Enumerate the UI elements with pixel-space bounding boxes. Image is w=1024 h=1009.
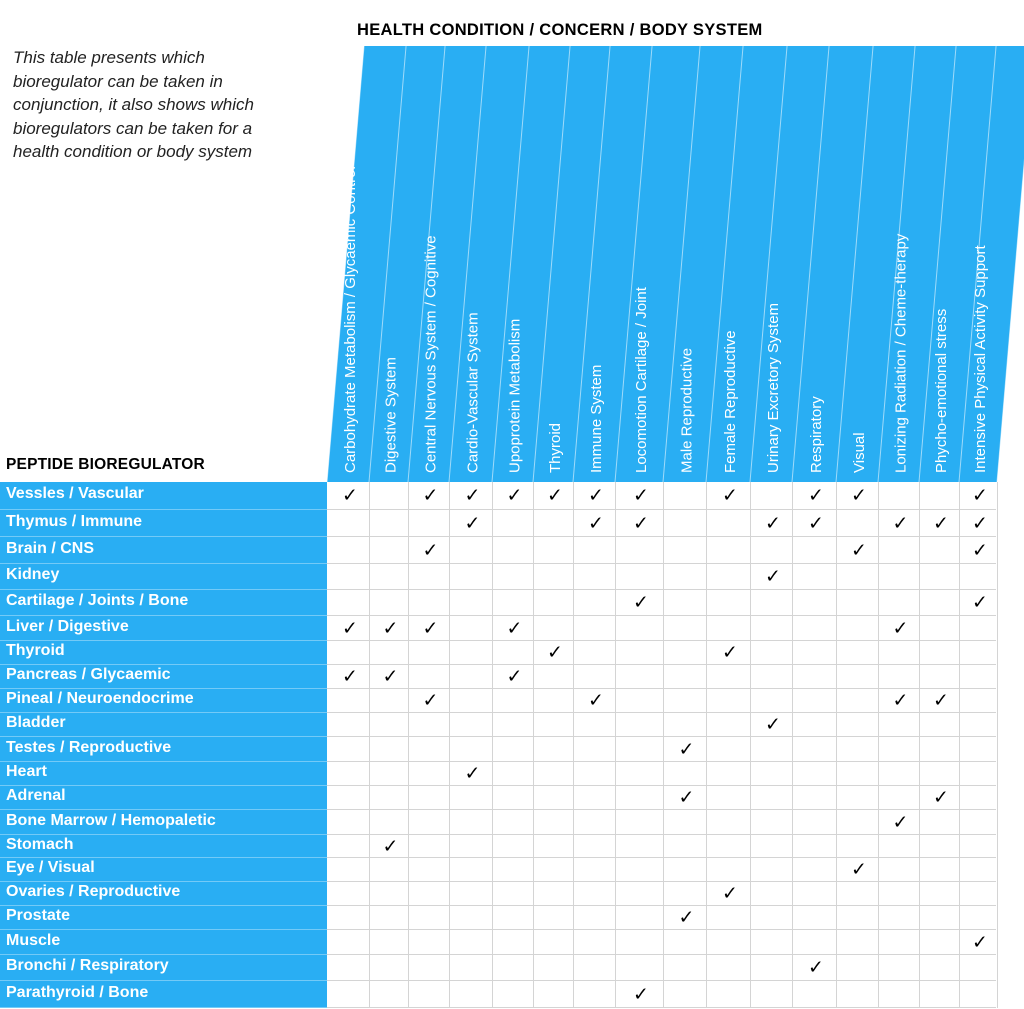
grid-line-horizontal: [327, 664, 996, 665]
check-mark-icon: ✓: [972, 512, 988, 534]
check-mark-icon: ✓: [972, 484, 988, 507]
column-header-intensive-physical-activity-support: Intensive Physical Activity Support: [972, 245, 989, 473]
row-label-liver-digestive: Liver / Digestive: [0, 616, 327, 641]
check-mark-icon: ✓: [588, 512, 604, 534]
check-mark-icon: ✓: [422, 484, 439, 507]
column-header-respiratory: Respiratory: [808, 396, 825, 473]
row-label-bone-marrow-hemopaletic: Bone Marrow / Hemopaletic: [0, 810, 327, 835]
row-label-bladder: Bladder: [0, 713, 327, 737]
grid-line-horizontal: [327, 1007, 996, 1008]
check-mark-icon: ✓: [722, 484, 738, 507]
row-label-ovaries-reproductive: Ovaries / Reproductive: [0, 882, 327, 906]
check-mark-icon: ✓: [506, 617, 523, 639]
grid-line-horizontal: [327, 736, 996, 737]
check-mark-icon: ✓: [972, 931, 988, 953]
check-mark-icon: ✓: [422, 689, 439, 712]
column-header-female-reproductive: Female Reproductive: [722, 330, 739, 473]
row-label-brain-cns: Brain / CNS: [0, 537, 327, 564]
check-mark-icon: ✓: [722, 882, 738, 905]
check-mark-icon: ✓: [506, 665, 523, 688]
grid-line-vertical: [997, 482, 998, 1008]
grid-line-horizontal: [327, 761, 996, 762]
grid-line-horizontal: [327, 980, 996, 981]
check-mark-icon: ✓: [382, 665, 399, 688]
check-mark-icon: ✓: [933, 786, 949, 809]
check-mark-icon: ✓: [547, 484, 563, 507]
check-mark-icon: ✓: [464, 762, 481, 785]
row-label-kidney: Kidney: [0, 564, 327, 590]
column-header-upoprotein-metabolism: Upoprotein Metabolism: [506, 318, 524, 473]
check-mark-icon: ✓: [678, 738, 695, 760]
row-label-heart: Heart: [0, 762, 327, 786]
column-header-locomotion-cartilage-joint: Locomotion Cartilage / Joint: [633, 287, 650, 473]
grid-line-horizontal: [327, 615, 996, 616]
check-mark-icon: ✓: [808, 512, 824, 534]
check-mark-icon: ✓: [765, 565, 781, 588]
check-mark-icon: ✓: [342, 665, 358, 688]
check-mark-icon: ✓: [588, 689, 604, 712]
check-mark-icon: ✓: [422, 617, 439, 639]
grid-line-horizontal: [327, 589, 996, 590]
grid-line-horizontal: [327, 857, 996, 858]
check-mark-icon: ✓: [892, 617, 909, 639]
check-mark-icon: ✓: [933, 689, 949, 712]
check-mark-icon: ✓: [933, 512, 949, 534]
check-mark-icon: ✓: [892, 811, 909, 833]
row-label-cartilage-joints-bone: Cartilage / Joints / Bone: [0, 590, 327, 616]
column-header-central-nervous-system-cognitive: Central Nervous System / Cognitive: [422, 235, 440, 473]
row-label-column: [0, 482, 327, 1008]
check-mark-icon: ✓: [342, 617, 358, 639]
grid-line-horizontal: [327, 929, 996, 930]
check-mark-icon: ✓: [678, 906, 695, 929]
column-header-male-reproductive: Male Reproductive: [678, 347, 696, 473]
check-mark-icon: ✓: [851, 858, 867, 881]
row-label-parathyroid-bone: Parathyroid / Bone: [0, 981, 327, 1008]
check-mark-icon: ✓: [422, 539, 439, 561]
check-mark-icon: ✓: [765, 713, 781, 736]
grid-line-horizontal: [327, 834, 996, 835]
check-mark-icon: ✓: [808, 956, 824, 979]
row-label-eye-visual: Eye / Visual: [0, 858, 327, 882]
check-mark-icon: ✓: [972, 539, 988, 561]
column-header-band: [0, 0, 1024, 482]
grid-line-horizontal: [327, 905, 996, 906]
row-label-thyroid: Thyroid: [0, 641, 327, 665]
row-label-testes-reproductive: Testes / Reproductive: [0, 737, 327, 762]
grid-line-horizontal: [327, 954, 996, 955]
row-label-pineal-neuroendocrime: Pineal / Neuroendocrime: [0, 689, 327, 713]
check-mark-icon: ✓: [342, 484, 358, 507]
row-label-thymus-immune: Thymus / Immune: [0, 510, 327, 537]
grid-line-horizontal: [327, 809, 996, 810]
column-header-phycho-emotional-stress: Phycho-emotional stress: [933, 308, 950, 473]
check-mark-icon: ✓: [588, 484, 604, 507]
columns-title: HEALTH CONDITION / CONCERN / BODY SYSTEM: [357, 21, 763, 39]
check-mark-icon: ✓: [765, 512, 781, 534]
check-mark-icon: ✓: [547, 641, 563, 664]
row-label-prostate: Prostate: [0, 906, 327, 930]
check-mark-icon: ✓: [892, 512, 909, 534]
check-mark-icon: ✓: [851, 484, 867, 507]
column-header-carbohydrate-metabolism-glycaemic-control: Carbohydrate Metabolism / Glycaemic Control: [342, 166, 359, 473]
grid-line-horizontal: [327, 536, 996, 537]
rows-title: PEPTIDE BIOREGULATOR: [6, 456, 205, 473]
column-header-thyroid: Thyroid: [547, 422, 564, 473]
column-header-cardio-vascular-system: Cardio-Vascular System: [464, 312, 482, 473]
column-header-visual: Visual: [851, 432, 868, 473]
check-mark-icon: ✓: [464, 484, 481, 507]
row-label-adrenal: Adrenal: [0, 786, 327, 810]
check-mark-icon: ✓: [892, 689, 909, 712]
grid-line-horizontal: [327, 785, 996, 786]
check-mark-icon: ✓: [851, 539, 867, 561]
check-mark-icon: ✓: [972, 591, 988, 614]
check-mark-icon: ✓: [722, 641, 738, 664]
check-mark-icon: ✓: [678, 786, 695, 809]
grid-line-horizontal: [327, 640, 996, 641]
row-label-pancreas-glycaemic: Pancreas / Glycaemic: [0, 665, 327, 689]
check-mark-icon: ✓: [382, 617, 399, 639]
column-header-digestive-system: Digestive System: [382, 357, 400, 473]
check-mark-icon: ✓: [808, 484, 824, 507]
intro-text: This table presents which bioregulator can be taken in conjunction, it also shows which bioregulators can be taken for a health condition or body system: [13, 48, 254, 161]
check-mark-icon: ✓: [382, 835, 399, 857]
check-mark-icon: ✓: [633, 983, 649, 1005]
grid-line-horizontal: [327, 881, 996, 882]
check-mark-icon: ✓: [633, 512, 649, 534]
check-mark-icon: ✓: [633, 591, 649, 614]
column-header-immune-system: Immune System: [588, 364, 605, 473]
check-mark-icon: ✓: [633, 484, 649, 507]
row-label-muscle: Muscle: [0, 930, 327, 955]
grid-line-horizontal: [327, 563, 996, 564]
column-header-lonizing-radiation-cheme-therapy: Lonizing Radiation / Cheme-therapy: [892, 233, 910, 473]
column-header-urinary-excretory-system: Urinary Excretory System: [765, 302, 782, 473]
row-label-bronchi-respiratory: Bronchi / Respiratory: [0, 955, 327, 981]
row-label-vessles-vascular: Vessles / Vascular: [0, 482, 327, 510]
grid-line-horizontal: [327, 509, 996, 510]
row-label-stomach: Stomach: [0, 835, 327, 858]
check-mark-icon: ✓: [464, 512, 481, 534]
check-mark-icon: ✓: [506, 484, 523, 507]
check-grid: [327, 482, 997, 1008]
grid-line-horizontal: [327, 712, 996, 713]
